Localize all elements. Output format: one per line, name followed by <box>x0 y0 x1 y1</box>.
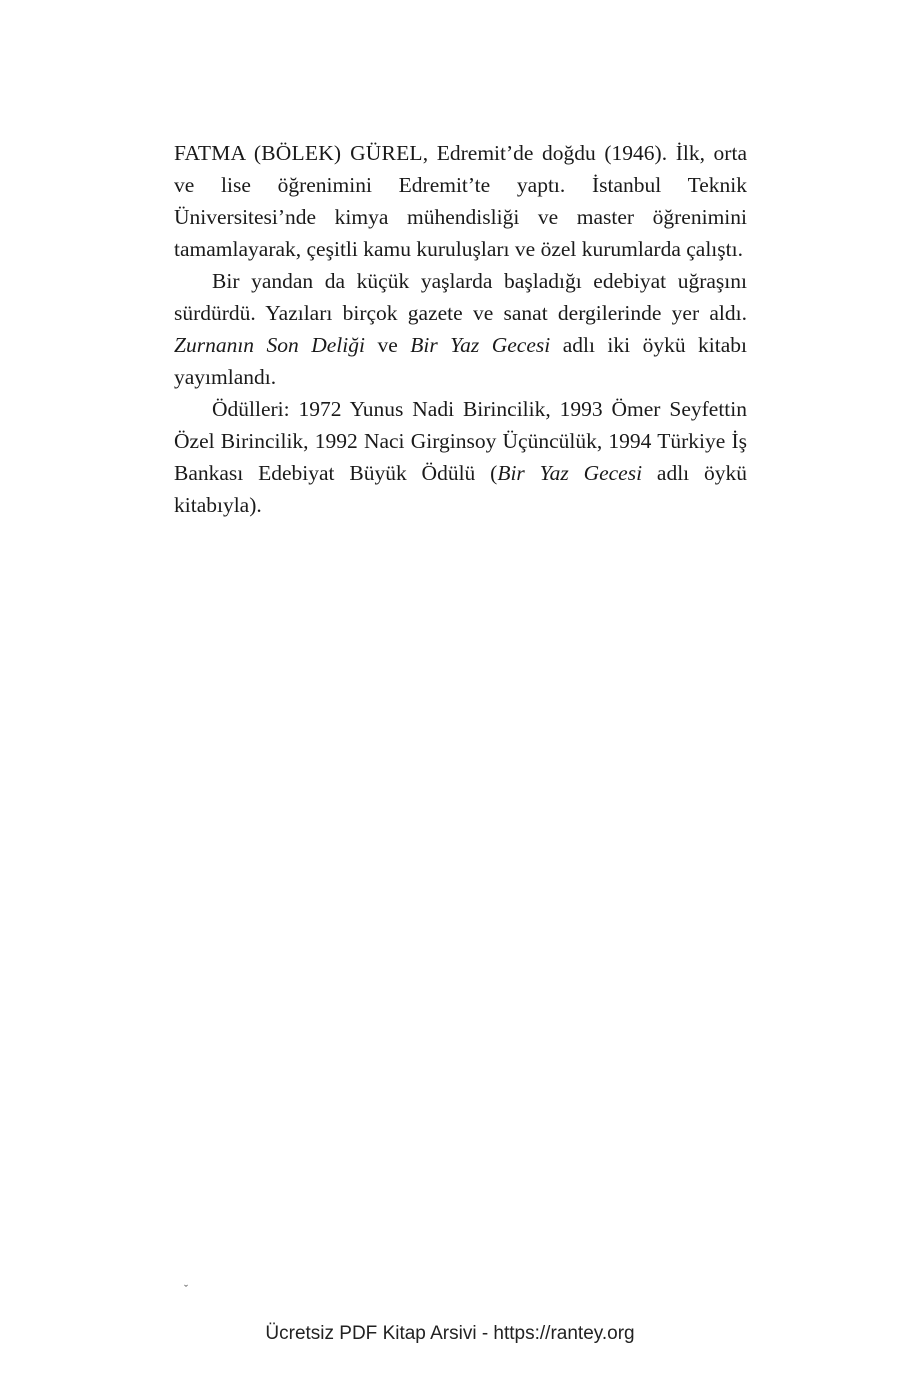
author-bio <box>174 137 747 521</box>
book-title-bir-yaz-gecesi: Bir Yaz Gecesi <box>410 333 551 357</box>
literary-text-3: adlı iki öykü kitabı yayımlandı. <box>174 333 748 389</box>
literary-text-1: Bir yandan da küçük yaşlarda başladığı edebiyat uğraşını sürdürdü. Yazıları birçok gazete ve sanat dergilerinde yer aldı. <box>174 269 747 325</box>
awards-text-2: adlı öykü kitabıyla). <box>174 461 748 517</box>
bio-paragraph-awards <box>174 393 747 521</box>
awards-text-1: Ödülleri: 1972 Yunus Nadi Birincilik, 1993 Ömer Seyfettin Özel Birincilik, 1992 Naci Girginsoy Üçüncülük, 1994 Türkiye İş Bankası Edebiyat Büyük Ödülü ( <box>174 397 747 485</box>
scan-mark: ˇ <box>184 1282 188 1296</box>
awards-book-title: Bir Yaz Gecesi <box>497 461 643 485</box>
literary-text-2: ve <box>364 333 411 357</box>
bio-paragraph-intro <box>174 137 747 265</box>
footer-watermark: Ücretsiz PDF Kitap Arsivi - https://rantey.org <box>265 1323 635 1344</box>
intro-text: , Edremit’de doğdu (1946). İlk, orta ve lise öğrenimini Edremit’te yaptı. İstanbul Teknik Üniversitesi’nde kimya mühendisliği ve master öğrenimini tamamlayarak, çeşitli kamu kuruluşları ve özel kurumlarda çalıştı. <box>174 141 747 261</box>
bio-paragraph-literary <box>174 265 747 393</box>
book-title-zurnanin: Zurnanın Son Deliği <box>174 333 365 357</box>
author-name: FATMA (BÖLEK) GÜREL <box>174 141 423 165</box>
